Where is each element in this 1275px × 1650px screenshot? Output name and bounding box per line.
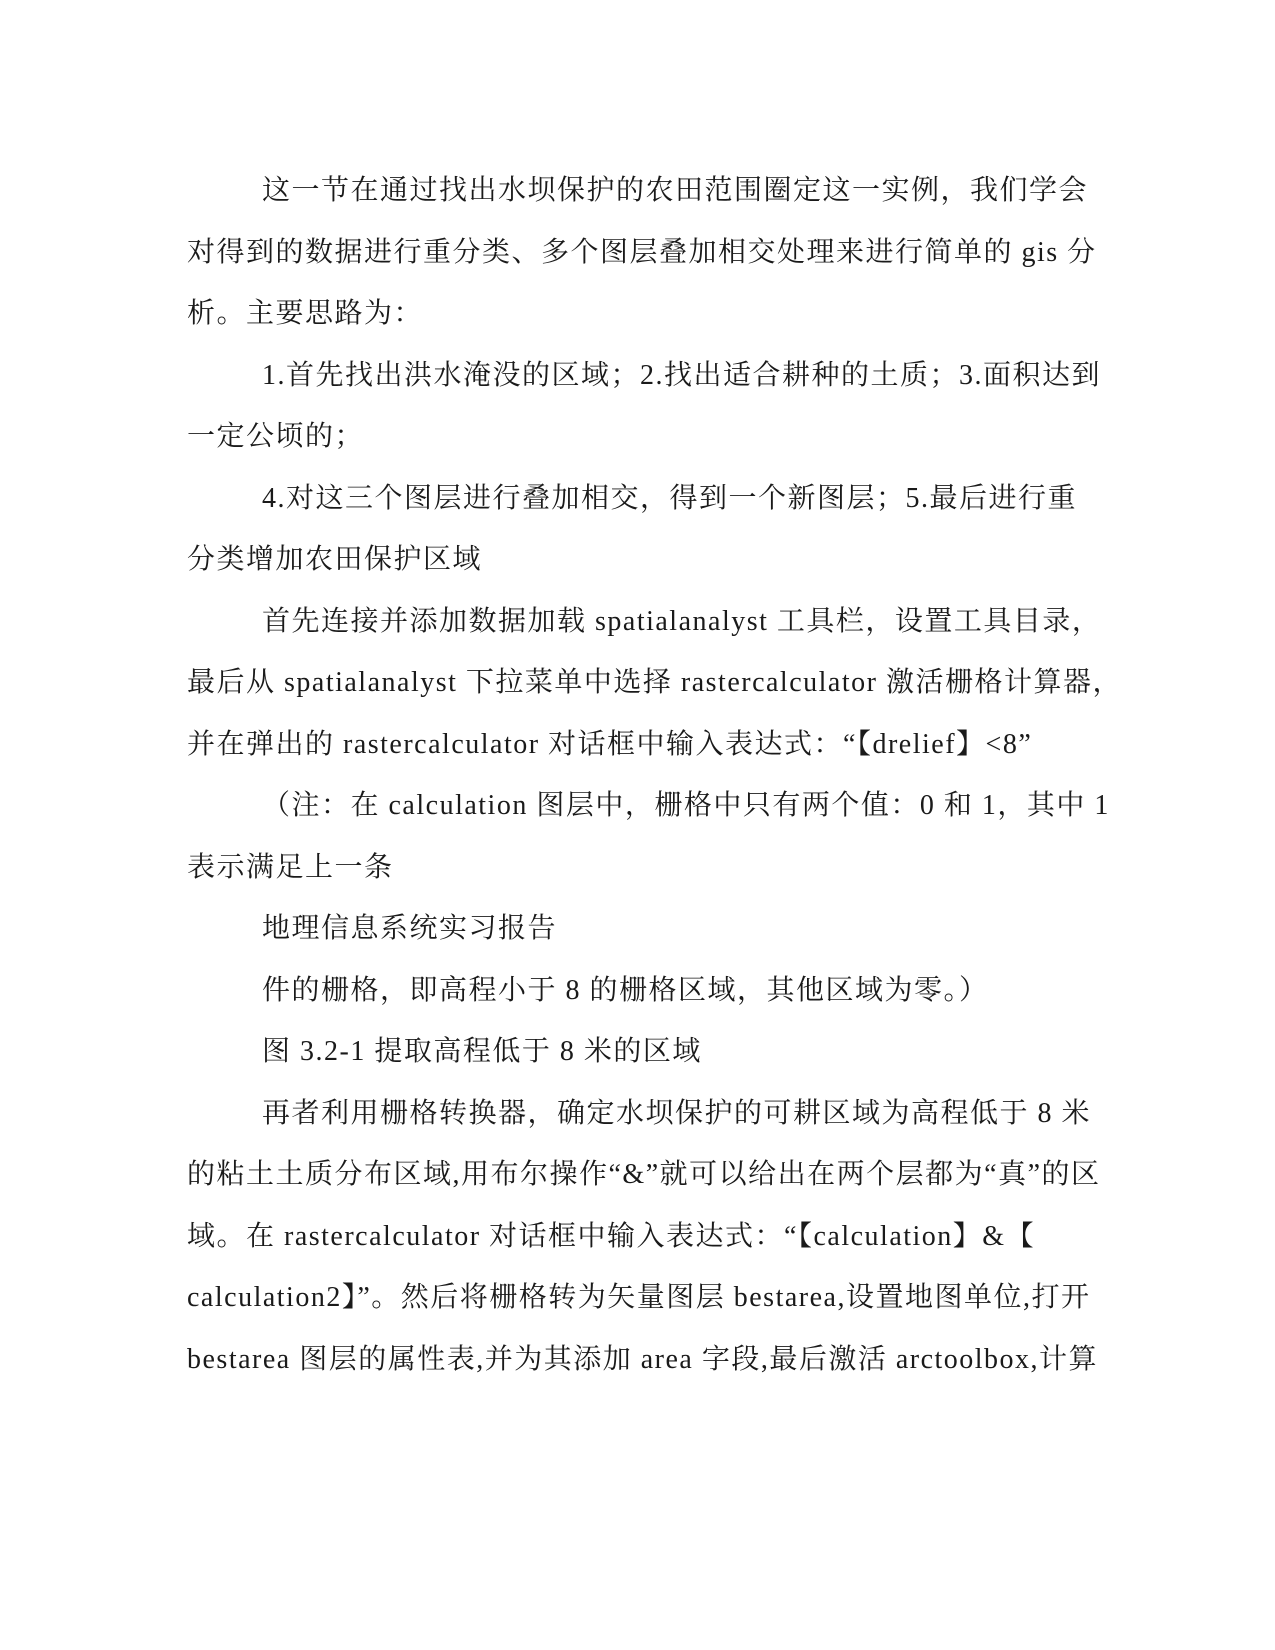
text-line: 并在弹出的 rastercalculator 对话框中输入表达式：“【drelief】<8” [187, 728, 1033, 760]
text-line: 这一节在通过找出水坝保护的农田范围圈定这一实例，我们学会 [262, 175, 1089, 206]
text-line: 域。在 rastercalculator 对话框中输入表达式：“【calculation】&【 [187, 1220, 1036, 1252]
text-line: （注：在 calculation 图层中，栅格中只有两个值：0 和 1，其中 1 [262, 790, 1110, 821]
text-line: 再者利用栅格转换器，确定水坝保护的可耕区域为高程低于 8 米 [262, 1097, 1092, 1129]
text-line: 图 3.2-1 提取高程低于 8 米的区域 [262, 1036, 702, 1067]
text-line: 地理信息系统实习报告 [262, 913, 558, 944]
text-line: 分类增加农田保护区域 [187, 544, 483, 575]
figure-caption [187, 1021, 1087, 1083]
paragraph-steps-2 [187, 468, 1087, 591]
text-line: 件的栅格，即高程小于 8 的栅格区域，其他区域为零。） [262, 974, 989, 1006]
text-line: 1.首先找出洪水淹没的区域；2.找出适合耕种的土质；3.面积达到 [262, 359, 1102, 391]
text-line: bestarea 图层的属性表,并为其添加 area 字段,最后激活 arctoolbox,计算 [187, 1343, 1099, 1375]
text-line: calculation2】”。然后将栅格转为矢量图层 bestarea,设置地图单位,打开 [187, 1282, 1091, 1313]
paragraph-spatial-analyst [187, 591, 1122, 776]
paragraph-intro [187, 160, 1097, 345]
paragraph-running-header [187, 898, 1087, 960]
paragraph-raster-conversion [187, 1083, 1101, 1391]
document-body [187, 160, 1122, 1390]
text-line: 最后从 spatialanalyst 下拉菜单中选择 rastercalculator 激活栅格计算器， [187, 667, 1122, 698]
text-line: 的粘土土质分布区域,用布尔操作“&”就可以给出在两个层都为“真”的区 [187, 1159, 1101, 1190]
paragraph-steps-1 [187, 345, 1102, 468]
text-line: 4.对这三个图层进行叠加相交，得到一个新图层；5.最后进行重 [262, 482, 1078, 514]
paragraph-note-continued [187, 960, 1087, 1022]
text-line: 首先连接并添加数据加载 spatialanalyst 工具栏，设置工具目录， [262, 605, 1102, 637]
text-line: 对得到的数据进行重分类、多个图层叠加相交处理来进行简单的 gis 分 [187, 236, 1097, 268]
text-line: 一定公顷的； [187, 421, 365, 452]
text-line: 析。主要思路为： [187, 298, 424, 329]
text-line: 表示满足上一条 [187, 851, 394, 883]
paragraph-note [187, 775, 1110, 898]
